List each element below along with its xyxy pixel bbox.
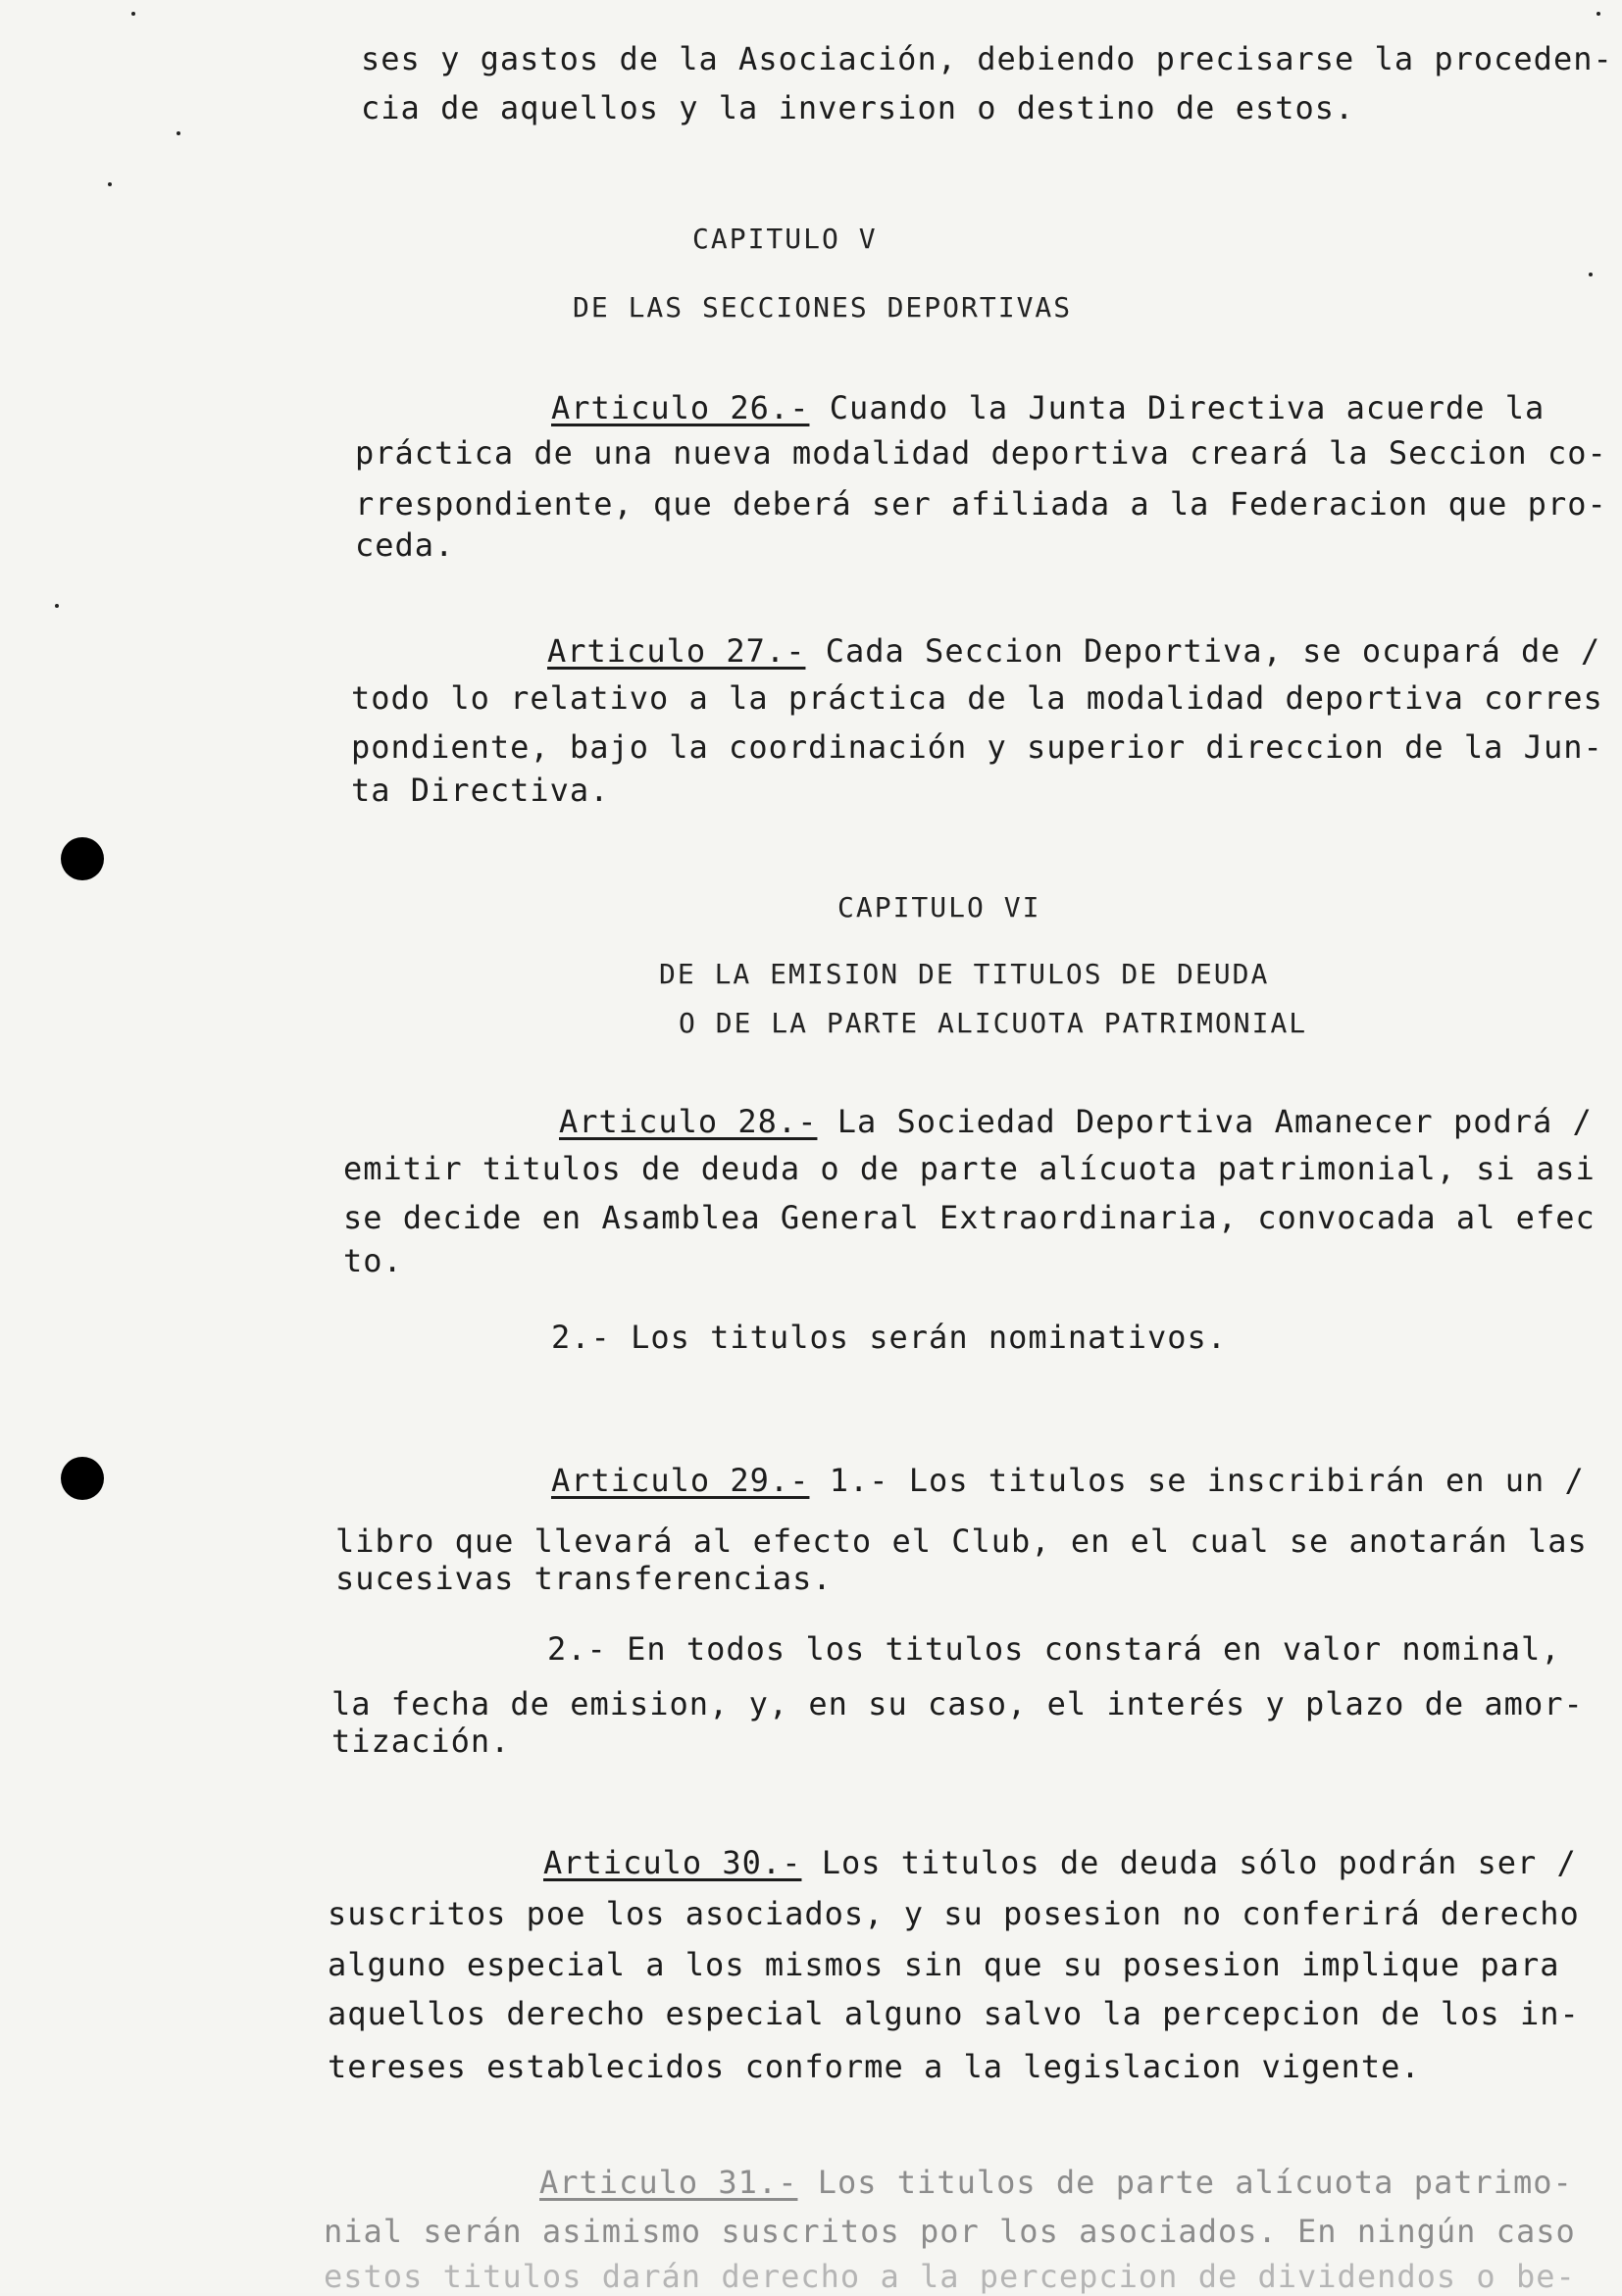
speck	[177, 131, 180, 135]
article-line: aquellos derecho especial alguno salvo la percepcion de los in-	[328, 1995, 1580, 2032]
chapter-subtitle: DE LA EMISION DE TITULOS DE DEUDA	[659, 958, 1270, 990]
article-point: 2.- En todos los titulos constará en valor nominal,	[547, 1630, 1561, 1668]
article-label: Articulo 30.-	[543, 1844, 802, 1881]
article-point: 2.- Los titulos serán nominativos.	[551, 1319, 1228, 1356]
article-line: ceda.	[355, 526, 455, 564]
article-line: emitir titulos de deuda o de parte alícuota patrimonial, si asi	[343, 1150, 1596, 1187]
article-line: libro que llevará al efecto el Club, en el cual se anotarán las	[335, 1522, 1588, 1560]
article-line: todo lo relativo a la práctica de la modalidad deportiva corres	[351, 679, 1603, 717]
article-label: Articulo 28.-	[559, 1103, 818, 1140]
article-line: ta Directiva.	[351, 772, 610, 809]
article-line: tización.	[331, 1722, 511, 1760]
article-first-line	[547, 631, 1600, 671]
article-first-line	[539, 2163, 1573, 2202]
intro-line: cia de aquellos y la inversion o destino de estos.	[361, 89, 1355, 126]
article-first-line	[543, 1843, 1577, 1882]
chapter-title: CAPITULO V	[692, 223, 878, 255]
chapter-title: CAPITULO VI	[837, 891, 1041, 923]
chapter-subtitle: DE LAS SECCIONES DEPORTIVAS	[573, 291, 1073, 324]
article-line: to.	[343, 1242, 403, 1279]
speck	[108, 182, 112, 186]
article-line: alguno especial a los mismos sin que su posesion implique para	[328, 1946, 1560, 1983]
article-line: se decide en Asamblea General Extraordinaria, convocada al efec	[343, 1199, 1596, 1236]
article-line: suscritos poe los asociados, y su posesion no conferirá derecho	[328, 1895, 1580, 1932]
article-text: La Sociedad Deportiva Amanecer podrá /	[836, 1103, 1593, 1140]
article-text: Cuando la Junta Directiva acuerde la	[829, 389, 1546, 426]
binder-hole-bottom	[61, 1457, 104, 1500]
article-label: Articulo 29.-	[551, 1462, 810, 1499]
article-first-line	[551, 1461, 1585, 1500]
article-line: rrespondiente, que deberá ser afiliada a la Federacion que pro-	[355, 485, 1607, 523]
speck	[1589, 273, 1593, 276]
article-text: Los titulos de parte alícuota patrimo-	[817, 2164, 1573, 2201]
article-line: nial serán asimismo suscritos por los asociados. En ningún caso	[324, 2213, 1576, 2250]
chapter-subtitle: O DE LA PARTE ALICUOTA PATRIMONIAL	[679, 1007, 1308, 1039]
article-text: 1.- Los titulos se inscribirán en un /	[829, 1462, 1585, 1499]
article-text: Los titulos de deuda sólo podrán ser /	[821, 1844, 1577, 1881]
article-label: Articulo 27.-	[547, 632, 806, 670]
article-line: sucesivas transferencias.	[335, 1560, 833, 1597]
article-label: Articulo 31.-	[539, 2164, 798, 2201]
article-line: pondiente, bajo la coordinación y superior direccion de la Jun-	[351, 728, 1603, 766]
article-line: práctica de una nueva modalidad deportiva creará la Seccion co-	[355, 434, 1607, 472]
speck	[1597, 12, 1600, 16]
article-first-line	[551, 388, 1545, 427]
article-text: Cada Seccion Deportiva, se ocupará de /	[825, 632, 1601, 670]
speck	[131, 12, 135, 16]
article-label: Articulo 26.-	[551, 389, 810, 426]
speck	[55, 604, 59, 608]
article-line: tereses establecidos conforme a la legislacion vigente.	[328, 2048, 1421, 2085]
binder-hole-top	[61, 837, 104, 880]
article-line: estos titulos darán derecho a la percepcion de dividendos o be-	[324, 2258, 1576, 2295]
article-first-line	[559, 1102, 1593, 1141]
article-line: la fecha de emision, y, en su caso, el interés y plazo de amor-	[331, 1685, 1584, 1722]
intro-line: ses y gastos de la Asociación, debiendo precisarse la proceden-	[361, 40, 1613, 77]
